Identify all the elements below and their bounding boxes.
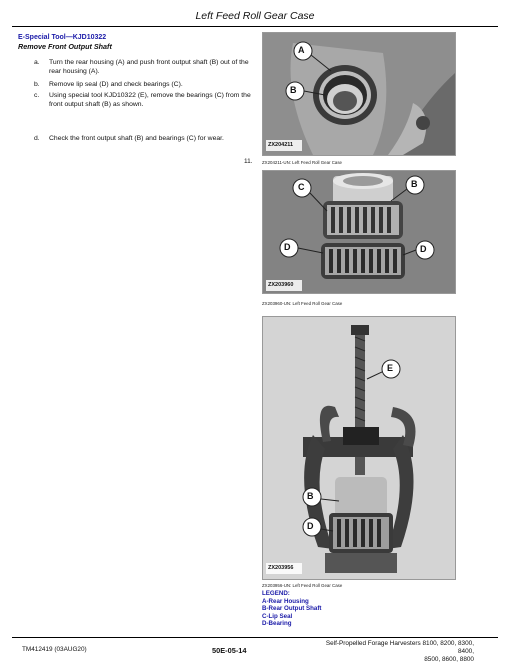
step-b — [34, 80, 264, 90]
step-number: 11. — [244, 158, 253, 165]
product-line — [324, 640, 474, 664]
figure-id: ZX203960 — [268, 282, 294, 288]
callout-label: D — [307, 521, 314, 531]
legend-item: C-Lip Seal — [262, 612, 293, 620]
legend-item: D-Bearing — [262, 620, 292, 628]
step-text: Turn the rear housing (A) and push front output shaft (B) out of the rear housing (A). — [49, 59, 249, 75]
doc-code: TM412419 (03AUG20) — [22, 646, 87, 653]
legend-item: B-Rear Output Shaft — [262, 605, 322, 613]
callout-label: B — [307, 491, 314, 501]
figure-id: ZX204211 — [268, 142, 294, 148]
callout-label: C — [298, 182, 305, 192]
step-d — [34, 134, 264, 144]
figure-caption: ZX203956-UN: Left Feed Roll Gear Case — [262, 583, 343, 588]
step-c — [34, 91, 264, 111]
product-line-2: 8500, 8600, 8800 — [424, 656, 474, 663]
callout-label: E — [387, 363, 394, 373]
callout-label: A — [298, 45, 305, 55]
legend-item: A-Rear Housing — [262, 597, 309, 605]
figure-shaft-bearings-drawing — [263, 171, 455, 293]
page-number: 50E-05-14 — [212, 646, 247, 655]
legend-title: LEGEND: — [262, 590, 290, 597]
page-title: Left Feed Roll Gear Case — [195, 10, 315, 22]
procedure-title: Remove Front Output Shaft — [18, 42, 112, 51]
step-letter: a. — [34, 59, 40, 66]
step-a — [34, 58, 264, 78]
callout-label: B — [290, 85, 297, 95]
step-letter: b. — [34, 81, 40, 88]
figure-caption: ZX203960-UN: Left Feed Roll Gear Case — [262, 301, 343, 306]
figure-caption: ZX204211-UN: Left Feed Roll Gear Case — [262, 160, 342, 165]
figure-bearing-puller-drawing — [263, 317, 455, 579]
figure-rear-housing — [262, 32, 456, 156]
callout-label: D — [284, 242, 291, 252]
callout-label: D — [420, 244, 427, 254]
product-line-1: Self-Propelled Forage Harvesters 8100, 8200, 8300, 8400, — [325, 640, 474, 655]
figure-id: ZX203956 — [268, 565, 294, 571]
step-text: Using special tool KJD10322 (E), remove the bearings (C) from the front output shaft (B) as shown. — [49, 92, 251, 108]
step-text: Check the front output shaft (B) and bearings (C) for wear. — [49, 135, 224, 142]
special-tool-label: E-Special Tool—KJD10322 — [18, 34, 107, 41]
step-letter: c. — [34, 92, 40, 99]
footer-rule — [12, 637, 498, 638]
header-rule — [12, 26, 498, 27]
callout-label: B — [411, 179, 418, 189]
step-letter: d. — [34, 135, 40, 142]
legend — [262, 590, 321, 628]
step-text: Remove lip seal (D) and check bearings (C). — [49, 81, 183, 88]
figure-shaft-bearings — [262, 170, 456, 294]
figure-bearing-puller — [262, 316, 456, 580]
